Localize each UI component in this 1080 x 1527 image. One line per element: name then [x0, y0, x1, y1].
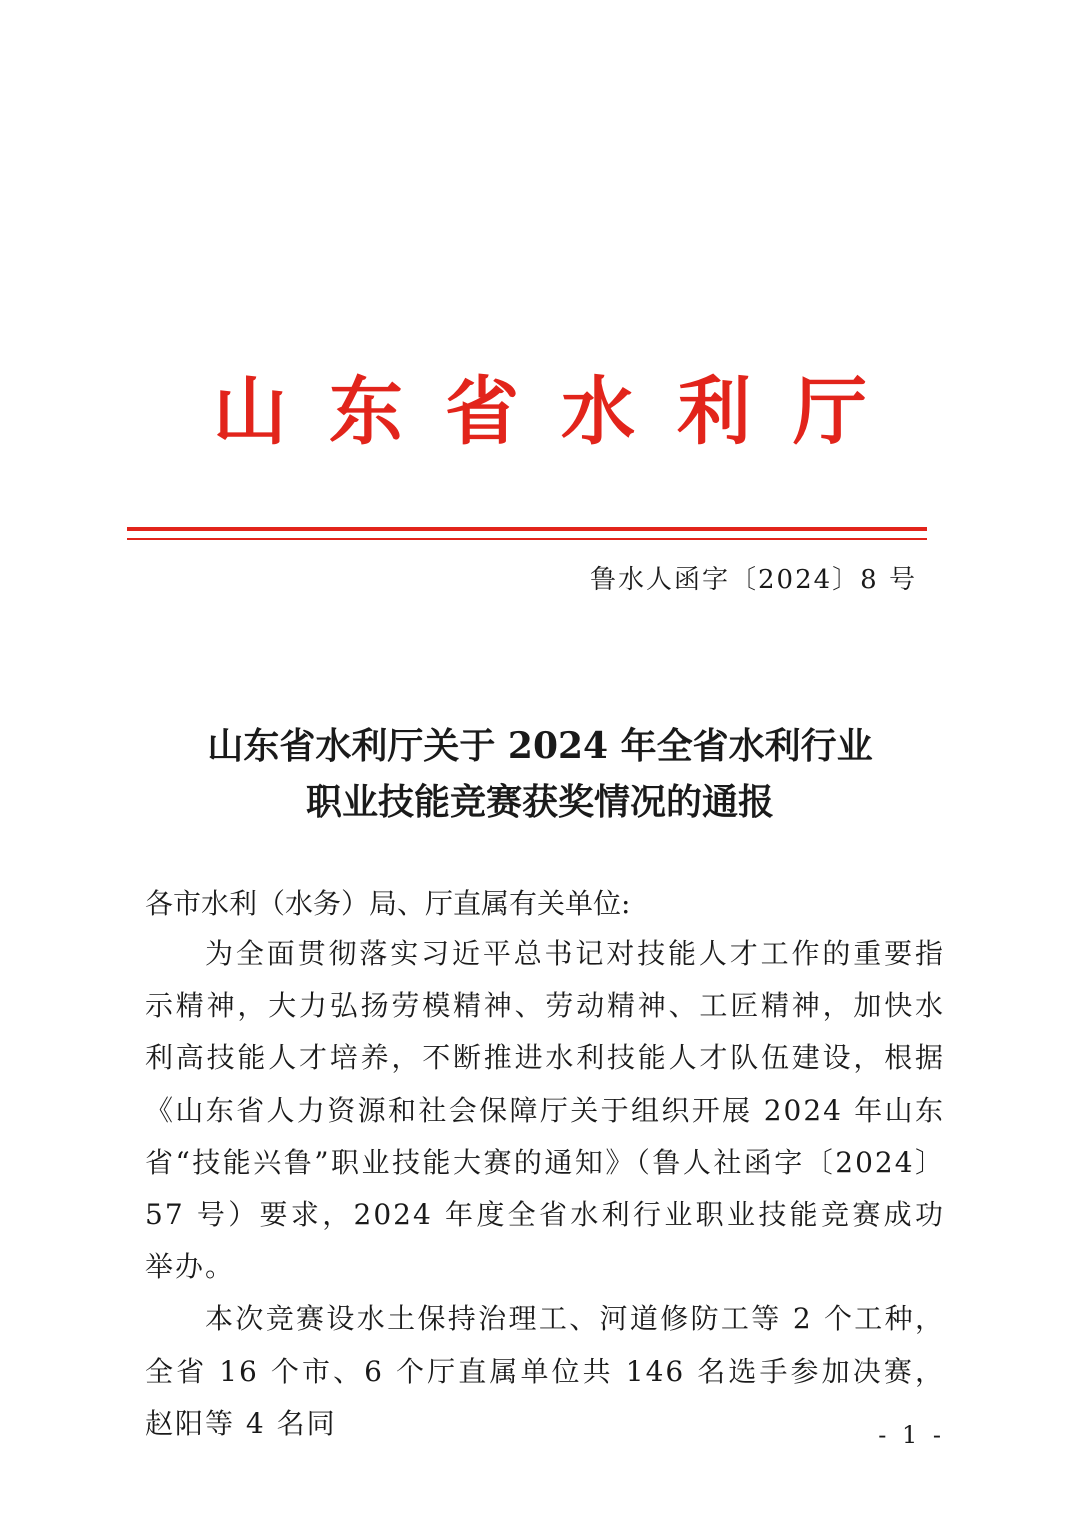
issuer-header: 山东省水利厅 [213, 369, 909, 455]
document-title-line-1: 山东省水利厅关于 2024 年全省水利行业 [207, 725, 873, 767]
body-paragraph-2: 本次竞赛设水土保持治理工、河道修防工等 2 个工种，全省 16 个市、6 个厅直属单位共 146 名选手参加决赛，赵阳等 4 名同 [145, 1302, 945, 1440]
document-title [100, 718, 980, 830]
salutation: 各市水利（水务）局、厅直属有关单位: [145, 887, 631, 920]
red-rule-thick [127, 527, 927, 531]
document-title-line-2: 职业技能竞赛获奖情况的通报 [305, 781, 774, 823]
page-number: - 1 - [878, 1421, 945, 1449]
body-paragraph-1: 为全面贯彻落实习近平总书记对技能人才工作的重要指示精神，大力弘扬劳模精神、劳动精神、工匠精神，加快水利高技能人才培养，不断推进水利技能人才队伍建设，根据《山东省人力资源和社会保障厅关于组织开展 2024 年山东省“技能兴鲁”职业技能大赛的通知》（鲁人社函字〔2024〕57 号）要求，2024 年度全省水利行业职业技能竞赛成功举办。 [145, 937, 945, 1284]
red-rule-thin [127, 538, 927, 540]
document-number: 鲁水人函字〔2024〕8 号 [590, 565, 917, 595]
document-body [145, 928, 945, 1450]
